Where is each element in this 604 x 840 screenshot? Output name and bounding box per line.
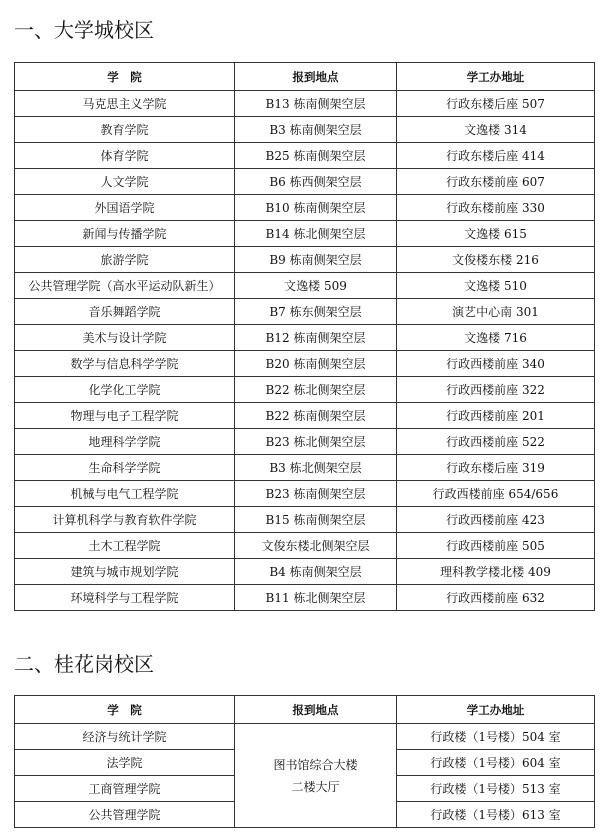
table-row [15, 325, 595, 351]
table-row [15, 247, 595, 273]
table-row [15, 299, 595, 325]
office-address-cell: 文逸楼 314 [397, 117, 595, 143]
report-location-cell: B15 栋南侧架空层 [235, 507, 397, 533]
report-location-cell: B11 栋北侧架空层 [235, 585, 397, 611]
table-row [15, 221, 595, 247]
college-cell: 外国语学院 [15, 195, 235, 221]
college-cell: 物理与电子工程学院 [15, 403, 235, 429]
table-row [15, 559, 595, 585]
report-location-cell: 文俊东楼北侧架空层 [235, 533, 397, 559]
report-location-cell: B9 栋南侧架空层 [235, 247, 397, 273]
office-address-cell: 行政西楼前座 340 [397, 351, 595, 377]
college-cell: 生命科学学院 [15, 455, 235, 481]
college-cell: 新闻与传播学院 [15, 221, 235, 247]
office-address-cell: 文逸楼 615 [397, 221, 595, 247]
college-cell: 旅游学院 [15, 247, 235, 273]
report-location-cell: B4 栋南侧架空层 [235, 559, 397, 585]
college-cell: 机械与电气工程学院 [15, 481, 235, 507]
report-location-cell: B12 栋南侧架空层 [235, 325, 397, 351]
section-title-daxuecheng: 一、大学城校区 [14, 18, 154, 42]
table-header-row [15, 63, 595, 91]
office-address-cell: 行政西楼前座 423 [397, 507, 595, 533]
report-location-cell [235, 724, 397, 828]
report-location-cell: B20 栋南侧架空层 [235, 351, 397, 377]
table-row [15, 195, 595, 221]
office-address-cell: 文逸楼 716 [397, 325, 595, 351]
header-college: 学 院 [15, 63, 235, 91]
office-address-cell: 行政楼（1号楼）613 室 [397, 802, 595, 828]
header-report-location: 报到地点 [235, 696, 397, 724]
office-address-cell: 行政西楼前座 505 [397, 533, 595, 559]
office-address-cell: 行政东楼前座 330 [397, 195, 595, 221]
report-location-line: 图书馆综合大楼 [273, 757, 358, 772]
office-address-cell: 行政西楼前座 632 [397, 585, 595, 611]
office-address-cell: 行政楼（1号楼）504 室 [397, 724, 595, 750]
report-location-cell: B22 栋南侧架空层 [235, 403, 397, 429]
college-cell: 化学化工学院 [15, 377, 235, 403]
header-report-location: 报到地点 [235, 63, 397, 91]
table-row [15, 507, 595, 533]
guihuagang-table [14, 695, 595, 828]
table-row [15, 351, 595, 377]
college-cell: 经济与统计学院 [15, 724, 235, 750]
college-cell: 教育学院 [15, 117, 235, 143]
college-cell: 数学与信息科学学院 [15, 351, 235, 377]
table-row [15, 169, 595, 195]
college-cell: 体育学院 [15, 143, 235, 169]
table-row [15, 377, 595, 403]
office-address-cell: 行政西楼前座 201 [397, 403, 595, 429]
college-cell: 环境科学与工程学院 [15, 585, 235, 611]
table-row [15, 429, 595, 455]
table-row [15, 585, 595, 611]
report-location-cell: B13 栋南侧架空层 [235, 91, 397, 117]
college-cell: 法学院 [15, 750, 235, 776]
office-address-cell: 行政东楼后座 507 [397, 91, 595, 117]
header-office-address: 学工办地址 [397, 63, 595, 91]
report-location-cell: B23 栋北侧架空层 [235, 429, 397, 455]
college-cell: 音乐舞蹈学院 [15, 299, 235, 325]
header-office-address: 学工办地址 [397, 696, 595, 724]
office-address-cell: 理科教学楼北楼 409 [397, 559, 595, 585]
college-cell: 马克思主义学院 [15, 91, 235, 117]
report-location-cell: B22 栋北侧架空层 [235, 377, 397, 403]
college-cell: 地理科学学院 [15, 429, 235, 455]
college-cell: 美术与设计学院 [15, 325, 235, 351]
report-location-cell: B3 栋北侧架空层 [235, 455, 397, 481]
office-address-cell: 行政西楼前座 654/656 [397, 481, 595, 507]
college-cell: 工商管理学院 [15, 776, 235, 802]
report-location-cell: B6 栋西侧架空层 [235, 169, 397, 195]
office-address-cell: 行政东楼后座 414 [397, 143, 595, 169]
table-header-row [15, 696, 595, 724]
report-location-cell: B3 栋南侧架空层 [235, 117, 397, 143]
office-address-cell: 行政西楼前座 522 [397, 429, 595, 455]
table-row [15, 481, 595, 507]
daxuecheng-table [14, 62, 595, 611]
report-location-cell: 文逸楼 509 [235, 273, 397, 299]
college-cell: 公共管理学院（高水平运动队新生） [15, 273, 235, 299]
college-cell: 土木工程学院 [15, 533, 235, 559]
table-row [15, 273, 595, 299]
report-location-cell: B25 栋南侧架空层 [235, 143, 397, 169]
office-address-cell: 行政东楼后座 319 [397, 455, 595, 481]
college-cell: 人文学院 [15, 169, 235, 195]
college-cell: 公共管理学院 [15, 802, 235, 828]
header-college: 学 院 [15, 696, 235, 724]
report-location-cell: B14 栋北侧架空层 [235, 221, 397, 247]
office-address-cell: 文逸楼 510 [397, 273, 595, 299]
table-row [15, 91, 595, 117]
table-row [15, 143, 595, 169]
table-row [15, 533, 595, 559]
table-row [15, 455, 595, 481]
table-row [15, 117, 595, 143]
report-location-cell: B10 栋南侧架空层 [235, 195, 397, 221]
college-cell: 建筑与城市规划学院 [15, 559, 235, 585]
table-row [15, 724, 595, 750]
report-location-cell: B7 栋东侧架空层 [235, 299, 397, 325]
section-title-guihuagang: 二、桂花岗校区 [14, 652, 154, 676]
report-location-line: 二楼大厅 [291, 779, 340, 794]
college-cell: 计算机科学与教育软件学院 [15, 507, 235, 533]
office-address-cell: 行政楼（1号楼）604 室 [397, 750, 595, 776]
office-address-cell: 演艺中心南 301 [397, 299, 595, 325]
office-address-cell: 行政东楼前座 607 [397, 169, 595, 195]
report-location-cell: B23 栋南侧架空层 [235, 481, 397, 507]
office-address-cell: 行政西楼前座 322 [397, 377, 595, 403]
office-address-cell: 文俊楼东楼 216 [397, 247, 595, 273]
office-address-cell: 行政楼（1号楼）513 室 [397, 776, 595, 802]
table-row [15, 403, 595, 429]
